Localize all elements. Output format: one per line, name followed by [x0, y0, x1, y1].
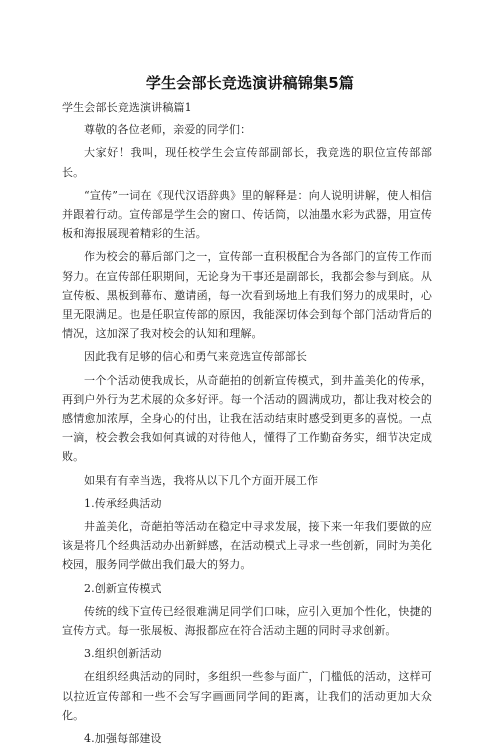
body-paragraph: 如果有有幸当选，我将从以下几个方面开展工作 — [84, 473, 319, 487]
body-paragraph: 大家好！我叫，现任校学生会宣传部副部长，我竞选的职位宣传部部长。 — [62, 146, 432, 179]
body-paragraph: 一个个活动使我成长，从奇葩拍的创新宣传模式，到井盖美化的传承，再到户外行为艺术展的众多好评。每一个活动的圆满成功，都让我对校会的感情愈加浓厚，全身心的付出，让我在活动结束时感受到更多的喜悦。一点一滴，校会教会我如何真诚的对待他人，懂得了工作勤奋务实，细节决定成败。 — [62, 373, 432, 464]
list-heading: 3.组织创新活动 — [84, 647, 162, 661]
list-heading: 2.创新宣传模式 — [84, 581, 162, 595]
body-paragraph: 作为校会的幕后部门之一，宣传部一直积极配合为各部门的宣传工作而努力。在宣传部任职期间，无论身为干事还是副部长，我都会参与到底。从宣传板、黑板到幕布、邀请函，每一次看到场地上有我们努力的成果时，心里无限满足。也是任职宣传部的原因，我能深切体会到每个部门活动背后的情况，这加深了我对校会的认知和理解。 — [62, 250, 432, 341]
list-heading: 4.加强每部建设 — [84, 732, 162, 746]
list-heading: 1.传承经典活动 — [84, 496, 162, 510]
salutation-paragraph: 尊敬的各位老师，亲爱的同学们： — [84, 123, 252, 137]
body-paragraph: 传统的线下宣传已经很难满足同学们口味，应引入更加个性化，快捷的宣传方式。每一张展板、海报都应在符合活动主题的同时寻求创新。 — [62, 604, 432, 638]
body-paragraph: “宣传”一词在《现代汉语辞典》里的解释是：向人说明讲解，使人相信并跟着行动。宣传部是学生会的窗口、传话筒，以油墨水彩为武器，用宣传板和海报展现着精彩的生活。 — [62, 188, 432, 241]
section-heading: 学生会部长竞选演讲稿篇1 — [62, 101, 192, 114]
document-body — [62, 98, 432, 752]
body-paragraph: 井盖美化，奇葩拍等活动在稳定中寻求发展，接下来一年我们要做的应该是将几个经典活动办出新鲜感，在活动模式上寻求一些创新，同时为美化校园，服务同学做出我们最大的努力。 — [62, 520, 432, 572]
document-title: 学生会部长竞选演讲稿锦集5篇 — [145, 74, 355, 92]
body-paragraph: 在组织经典活动的同时，多组织一些参与面广，门槛低的活动，这样可以拉近宣传部和一些不会写字画画同学间的距离，让我们的活动更加大众化。 — [62, 670, 432, 722]
body-paragraph: 因此我有足够的信心和勇气来竞选宣传部部长 — [84, 350, 307, 364]
